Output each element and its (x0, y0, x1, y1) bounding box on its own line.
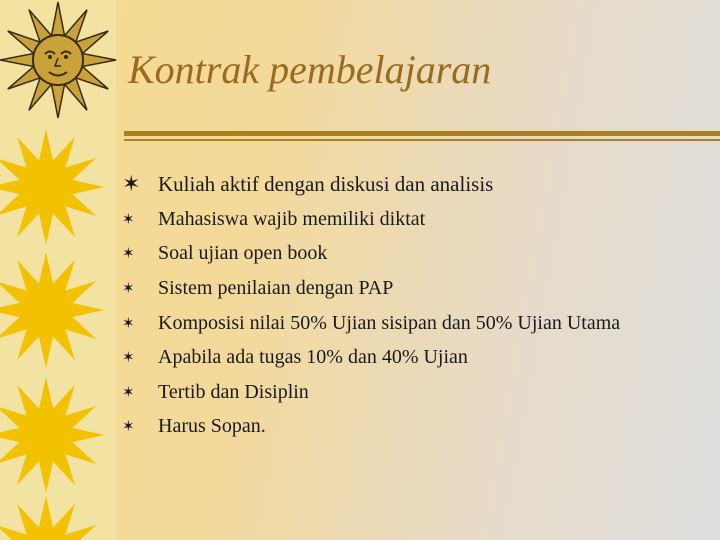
sun-face-icon (0, 0, 120, 120)
title-underline-thin (124, 139, 720, 141)
sun-icon (0, 245, 110, 375)
bullet-text: Soal ujian open book (158, 242, 328, 265)
six-point-asterisk-icon: ✶ (122, 315, 135, 332)
bullet-item (122, 340, 620, 375)
bullet-text: Sistem penilaian dengan PAP (158, 276, 394, 299)
sun-icon (0, 122, 110, 252)
bullet-list (122, 166, 620, 444)
six-point-asterisk-icon: ✶ (122, 419, 135, 436)
sun-icon (0, 370, 110, 500)
six-point-asterisk-icon: ✶ (122, 280, 135, 297)
six-point-asterisk-icon: ✶ (122, 350, 135, 367)
bullet-text: Harus Sopan. (158, 415, 266, 438)
bullet-item (122, 202, 620, 237)
bullet-item (122, 306, 620, 341)
bullet-item (122, 375, 620, 410)
bullet-text: Tertib dan Disiplin (158, 380, 309, 403)
six-point-asterisk-icon: ✶ (122, 246, 135, 263)
slide-title: Kontrak pembelajaran (128, 47, 492, 92)
sun-icon (0, 492, 110, 540)
bullet-text: Kuliah aktif dengan diskusi dan analisis (158, 171, 494, 196)
bullet-item (122, 410, 620, 445)
six-point-asterisk-icon: ✶ (122, 211, 135, 228)
six-point-asterisk-icon: ✶ (122, 384, 135, 401)
bullet-text: Komposisi nilai 50% Ujian sisipan dan 50% Ujian Utama (158, 311, 621, 334)
title-underline (124, 131, 720, 136)
bullet-item (122, 271, 620, 306)
bullet-item (122, 237, 620, 272)
six-point-asterisk-icon: ✶ (122, 171, 141, 196)
bullet-text: Apabila ada tugas 10% dan 40% Ujian (158, 346, 468, 369)
bullet-item (122, 166, 620, 202)
bullet-text: Mahasiswa wajib memiliki diktat (158, 207, 426, 230)
